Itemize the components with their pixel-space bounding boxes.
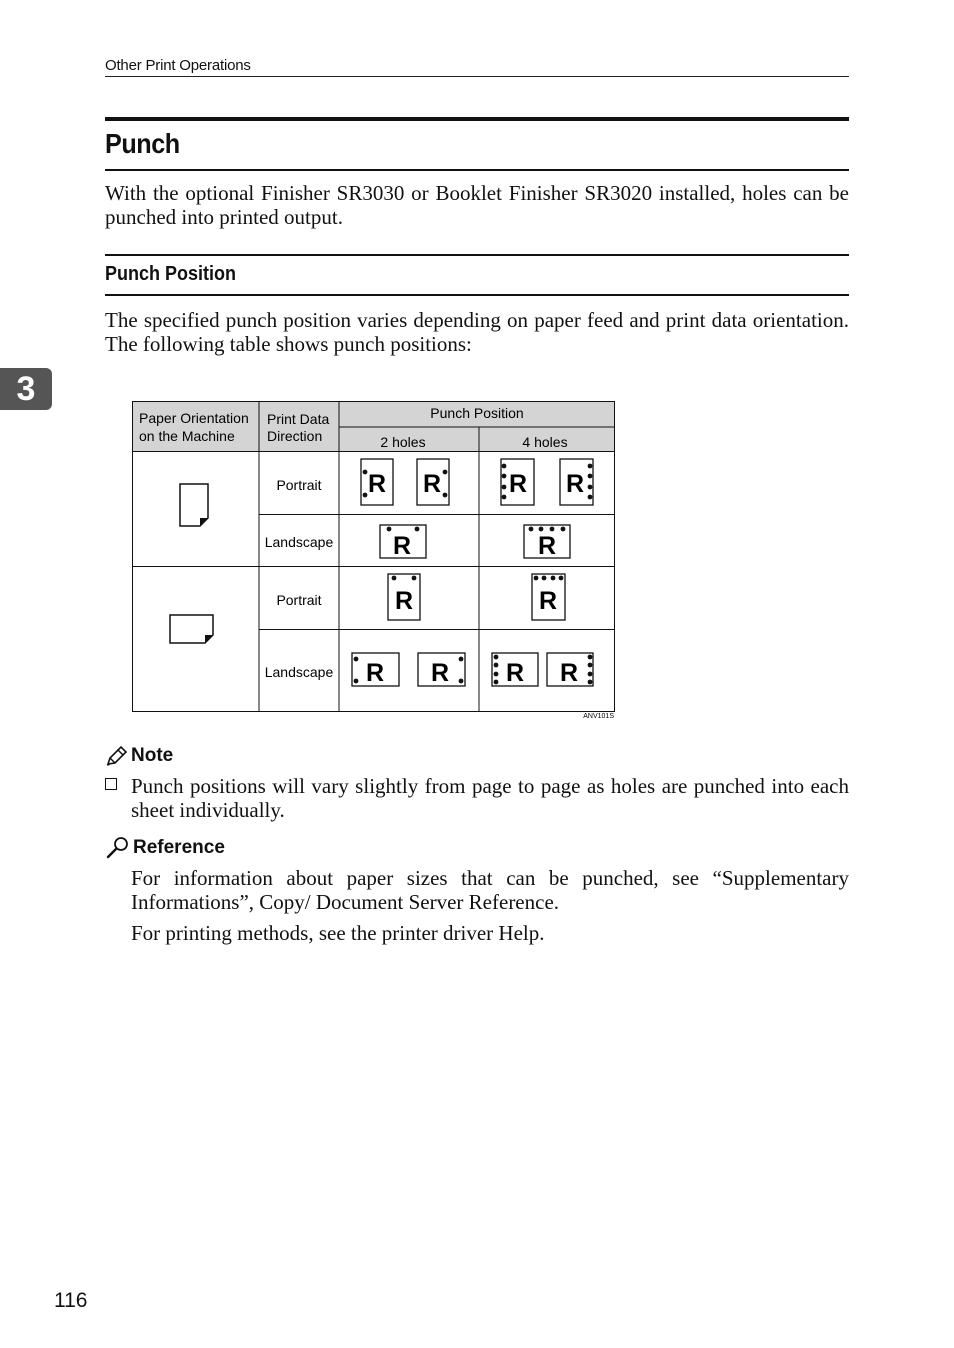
r1-2holes-sheet-left [361, 459, 393, 505]
pencil-icon [105, 745, 129, 767]
header-punch-position: Punch Position [430, 405, 524, 421]
r3-4holes-sheet [532, 574, 565, 620]
r4-4holes-sheet-left [492, 653, 538, 687]
note-heading [105, 745, 173, 767]
paper-portrait-icon [180, 484, 208, 526]
page-number: 116 [54, 1289, 88, 1312]
r1-4holes-right-glyph: R [565, 470, 585, 498]
r2-2holes-sheet [380, 525, 426, 560]
r3-2holes-sheet [388, 574, 420, 620]
note-item-text: Punch positions will vary slightly from page to page as holes are punched into each sheet individually. [131, 774, 849, 822]
r1-2holes-sheet-right [417, 459, 449, 505]
header-4-holes: 4 holes [522, 434, 568, 450]
r3-2holes-glyph: R [394, 587, 414, 615]
r4-2holes-sheet-right [418, 653, 465, 687]
subsection-top-rule [105, 254, 849, 256]
note-heading-label: Note [131, 745, 174, 766]
reference-paragraph-1: For information about paper sizes that can be punched, see “Supplementary Informations”, Copy/ Document Server Reference. [131, 866, 849, 914]
reference-heading [105, 836, 225, 860]
r1-4holes-sheet-right [560, 459, 593, 505]
r2-2holes-glyph: R [392, 532, 412, 560]
running-header: Other Print Operations [105, 57, 849, 77]
reference-paragraph-2: For printing methods, see the printer driver Help. [131, 921, 545, 945]
subsection-body: The specified punch position varies depending on paper feed and print data orientation. The following table shows punch positions: [105, 308, 849, 356]
punch-position-figure [132, 401, 622, 728]
row2-direction: Landscape [264, 534, 334, 550]
header-direction-line1: Print Data [267, 411, 330, 427]
chapter-tab: 3 [0, 368, 52, 410]
section-bottom-rule [105, 169, 849, 171]
subsection-title: Punch Position [105, 263, 237, 285]
punch-position-table [132, 401, 622, 723]
subsection-bottom-rule [105, 294, 849, 296]
row1-direction: Portrait [276, 477, 322, 493]
paper-landscape-icon [170, 615, 213, 643]
header-orientation-line2: on the Machine [139, 428, 235, 444]
row3-direction: Portrait [276, 592, 322, 608]
header-orientation-line1: Paper Orientation [139, 410, 249, 426]
r4-4holes-sheet-right [547, 653, 593, 687]
row4-direction: Landscape [264, 664, 334, 680]
r4-4holes-right-glyph: R [559, 659, 579, 687]
r4-4holes-left-glyph: R [505, 659, 525, 687]
reference-heading-label: Reference [133, 837, 225, 858]
note-item [105, 774, 849, 822]
r3-4holes-glyph: R [538, 587, 558, 615]
section-top-rule [105, 117, 849, 121]
r1-2holes-left-glyph: R [367, 470, 387, 498]
r4-2holes-right-glyph: R [430, 659, 450, 687]
checkbox-bullet-icon [105, 778, 117, 790]
r1-2holes-right-glyph: R [422, 470, 442, 498]
header-direction-line2: Direction [267, 428, 323, 444]
r2-4holes-glyph: R [537, 532, 557, 560]
r4-2holes-sheet-left [352, 653, 399, 687]
figure-code: ANV101S [583, 713, 614, 720]
r4-2holes-left-glyph: R [365, 659, 385, 687]
section-intro: With the optional Finisher SR3030 or Booklet Finisher SR3020 installed, holes can be punched into printed output. [105, 181, 849, 229]
section-title: Punch [105, 128, 180, 159]
header-2-holes: 2 holes [380, 434, 426, 450]
magnifier-icon [105, 836, 131, 860]
r1-4holes-left-glyph: R [508, 470, 528, 498]
r1-4holes-sheet-left [501, 459, 534, 505]
r2-4holes-sheet [524, 525, 570, 560]
